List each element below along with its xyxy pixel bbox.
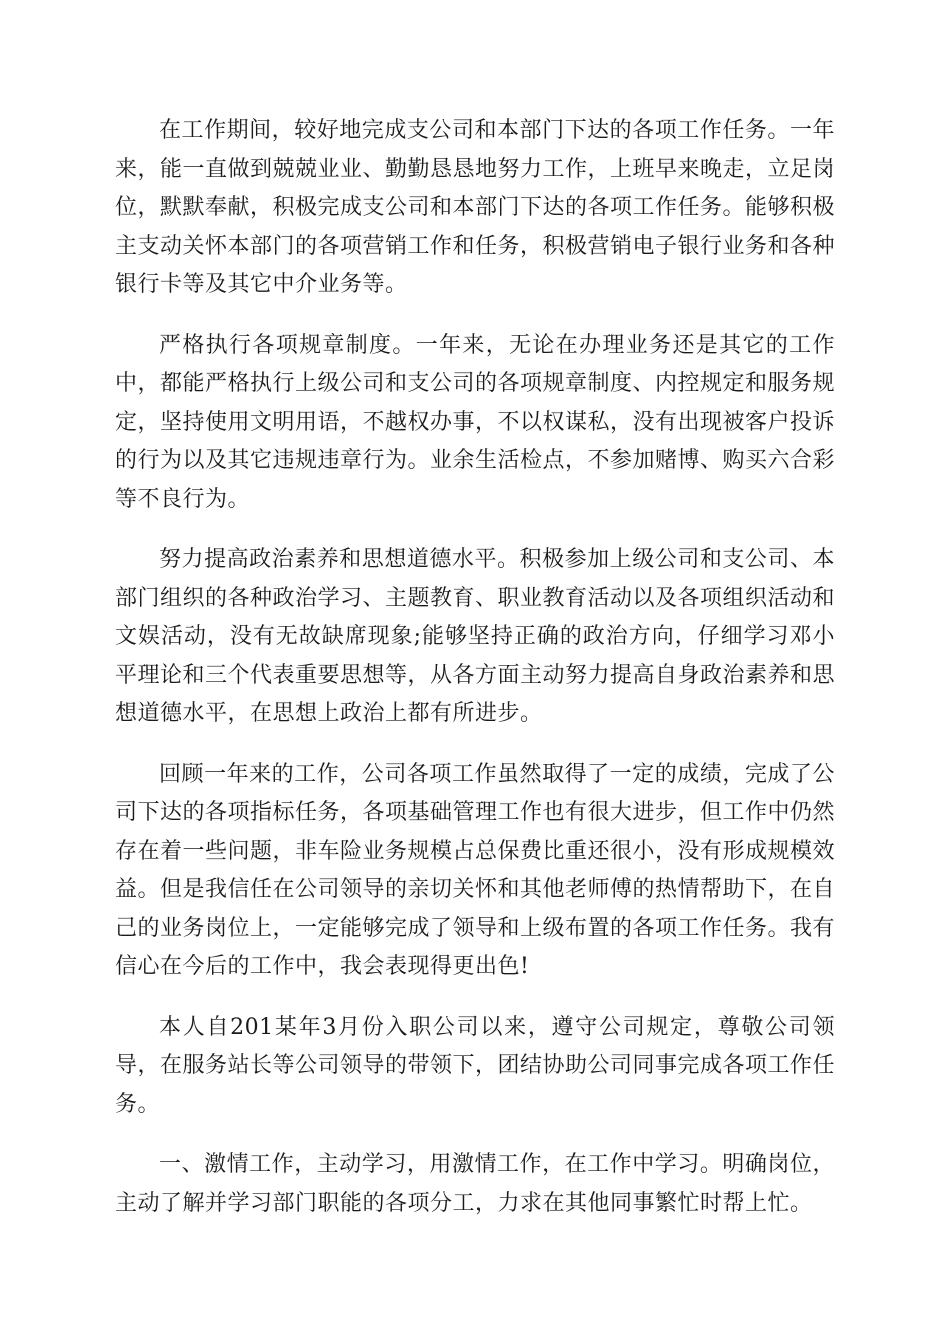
- paragraph-point-one: 一、激情工作，主动学习，用激情工作，在工作中学习。明确岗位，主动了解并学习部门职能的各项分工，力求在其他同事繁忙时帮上忙。: [115, 1152, 835, 1216]
- paragraph-work-tasks: 在工作期间，较好地完成支公司和本部门下达的各项工作任务。一年来，能一直做到兢兢业业、勤勤恳恳地努力工作，上班早来晚走，立足岗位，默默奉献，积极完成支公司和本部门下达的各项工作任务。能够积极主支动关怀本部门的各项营销工作和任务，积极营销电子银行业务和各种银行卡等及其它中介业务等。: [115, 118, 836, 297]
- paragraph-year-review: 回顾一年来的工作，公司各项工作虽然取得了一定的成绩，完成了公司下达的各项指标任务，各项基础管理工作也有很大进步，但工作中仍然存在着一些问题，非车险业务规模占总保费比重还很小，没有形成规模效益。但是我信任在公司领导的亲切关怀和其他老师傅的热情帮助下，在自己的业务岗位上，一定能够完成了领导和上级布置的各项工作任务。我有信心在今后的工作中，我会表现得更出色!: [115, 761, 836, 979]
- paragraph-self-introduction: 本人自201某年3月份入职公司以来，遵守公司规定，尊敬公司领导，在服务站长等公司领导的带领下，团结协助公司同事完成各项工作任务。: [115, 1014, 836, 1117]
- document-body: [115, 112, 835, 1245]
- paragraph-political-quality: 努力提高政治素养和思想道德水平。积极参加上级公司和支公司、本部门组织的各种政治学习、主题教育、职业教育活动以及各项组织活动和文娱活动，没有无故缺席现象;能够坚持正确的政治方向，仔细学习邓小平理论和三个代表重要思想等，从各方面主动努力提高自身政治素养和思想道德水平，在思想上政治上都有所进步。: [115, 547, 836, 726]
- paragraph-rules-compliance: 严格执行各项规章制度。一年来，无论在办理业务还是其它的工作中，都能严格执行上级公司和支公司的各项规章制度、内控规定和服务规定，坚持使用文明用语，不越权办事，不以权谋私，没有出现被客户投诉的行为以及其它违规违章行为。业余生活检点，不参加赌博、购买六合彩等不良行为。: [115, 332, 836, 512]
